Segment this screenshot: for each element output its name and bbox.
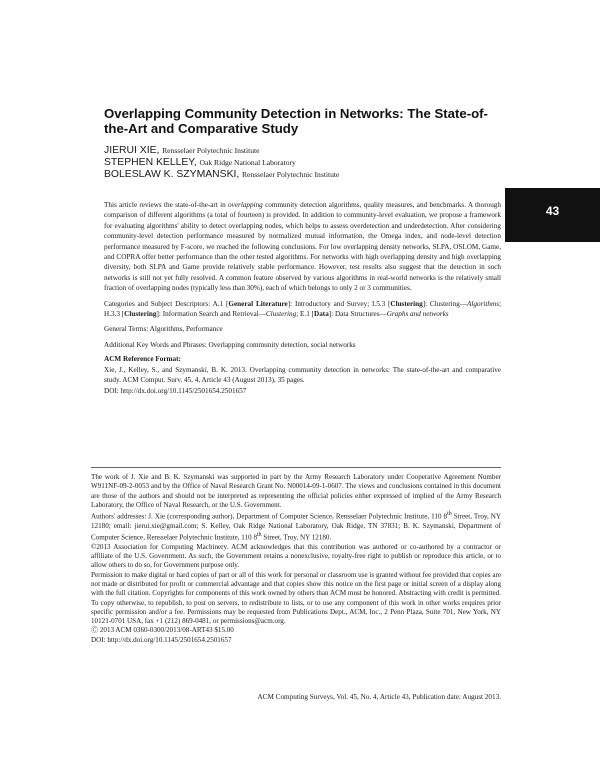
author-name: STEPHEN KELLEY, <box>104 157 197 168</box>
front-matter <box>104 200 501 396</box>
issn-line: Ⓒ 2013 ACM 0360-0300/2013/08-ART43 $15.00 <box>91 626 234 635</box>
keywords: Additional Key Words and Phrases: Overlapping community detection, social networks <box>104 340 356 349</box>
author-line <box>104 157 504 169</box>
author-line <box>104 169 504 181</box>
paper-title: Overlapping Community Detection in Networks: The State-of-the-Art and Comparative Study <box>104 106 488 136</box>
reference-format-heading: ACM Reference Format: <box>104 355 181 364</box>
footnote-divider <box>91 467 501 468</box>
abstract: This article reviews the state-of-the-art in overlapping community detection algorithms, quality measures, and benchmarks. A thorough comparison of different algorithms (a total of fourteen) is provided. In addition to community-level evaluation, we propose a framework for evaluating algorithms' ability to detect overlapping nodes, which helps to assess overdetection and underdetection. After considering community-level detection performance measured by normalized mutual information, the Omega index, and node-level detection performance measured by F-score, we reached the following conclusions. For low overlapping density networks, SLPA, OSLOM, Game, and COPRA offer better performance than the other tested algorithms. For networks with high overlapping density and high overlapping diversity, both SLPA and Game provide relatively stable performance. However, test results also suggest that the detection in such networks is still not yet fully resolved. A common feature observed by various algorithms in real-world networks is the relatively small fraction of overlapping nodes (typically less than 30%), each of which belongs to only 2 or 3 communities. <box>104 201 501 293</box>
article-number-tab <box>505 188 600 242</box>
copyright-note: ©2013 Association for Computing Machinery. ACM acknowledges that this contribution was authored or co-authored by a contractor or affiliate of the U.S. Government. As such, the Government retains a nonexclusive, royalty-free right to publish or reproduce this article, or to allow others to do so, for Government purpose only. <box>91 542 501 570</box>
author-affiliation: Oak Ridge National Laboratory <box>199 158 296 167</box>
author-list <box>104 145 504 181</box>
permission-note: Permission to make digital or hard copies of part or all of this work for personal or classroom use is granted without fee provided that copies are not made or distributed for profit or commercial advantage and that copies show this notice on the first page or initial screen of a display along with the full citation. Copyrights for components of this work owned by others than ACM must be honored. Abstracting with credit is permitted. To copy otherwise, to republish, to post on servers, to redistribute to lists, or to use any component of this work in other works requires prior specific permission and/or a fee. Permissions may be requested from Publications Dept., ACM, Inc., 2 Penn Plaza, Suite 701, New York, NY 10121-0701 USA, fax +1 (212) 869-0481, or permissions@acm.org. <box>91 570 501 626</box>
author-addresses: Authors' addresses: J. Xie (corresponding author), Department of Computer Science, Rensselaer Polytechnic Institute, 110 8th Street, Troy, NY 12180; email: jierui.xie@gmail.com; S. Kelley, Oak Ridge National Laboratory, Oak Ridge, TN 37831; B. K. Szymanski, Department of Computer Science, Rensselaer Polytechnic Institute, 110 8th Street, Troy, NY 12180. <box>91 511 501 542</box>
running-footer: ACM Computing Surveys, Vol. 45, No. 4, Article 43, Publication date: August 2013. <box>257 693 501 701</box>
funding-note: The work of J. Xie and B. K. Szymanski was supported in part by the Army Research Laboratory under Cooperative Agreement Number W911NF-09-2-0053 and by the Office of Naval Research Grant No. N00014-09-1-0607. The views and conclusions contained in this document are those of the authors and should not be interpreted as representing the official policies either expressed of implied of the Army Research Laboratory, the Office of Naval Research, or the U.S. Government. <box>91 473 501 509</box>
article-number: 43 <box>545 204 560 218</box>
author-affiliation: Rensselaer Polytechnic Institute <box>241 170 340 179</box>
categories: Categories and Subject Descriptors: A.1 [General Literature]: Introductory and Survey; I.5.3 [Clustering]: Clustering—Algorithms; H.3.3 [Clustering]: Information Search and Retrieval—Clustering; E.1 [Data]: Data Structures—Graphs and networks <box>104 299 501 319</box>
author-line <box>104 145 504 157</box>
reference-doi: DOI: http://dx.doi.org/10.1145/2501654.2501657 <box>104 386 247 395</box>
general-terms: General Terms: Algorithms, Performance <box>104 325 223 334</box>
reference-text: Xie, J., Kelley, S., and Szymanski, B. K. 2013. Overlapping community detection in networks: The state-of-the-art and comparative study. ACM Comput. Surv. 45, 4, Article 43 (August 2013), 35 pages. <box>104 365 501 385</box>
author-name: BOLESLAW K. SZYMANSKI, <box>104 169 240 180</box>
footnotes <box>91 473 501 645</box>
footnote-doi: DOI: http://dx.doi.org/10.1145/2501654.2501657 <box>91 635 232 644</box>
author-name: JIERUI XIE, <box>104 145 160 156</box>
author-affiliation: Rensselaer Polytechnic Institute <box>162 146 260 155</box>
